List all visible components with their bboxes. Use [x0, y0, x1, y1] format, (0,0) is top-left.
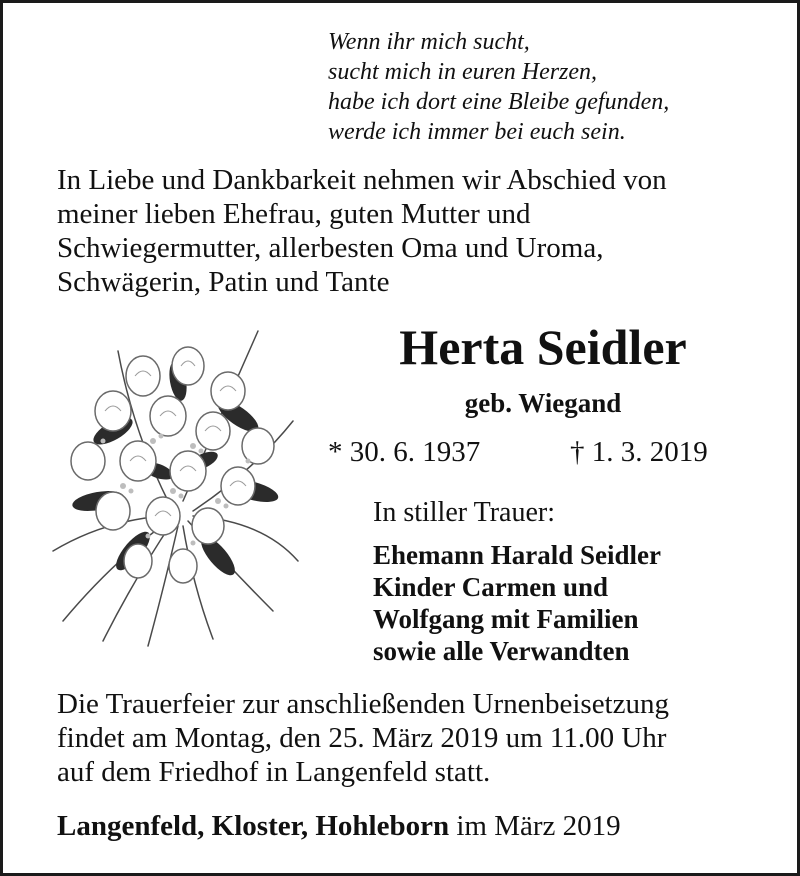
- intro-line: meiner lieben Ehefrau, guten Mutter und: [57, 198, 531, 230]
- poem-line: habe ich dort eine Bleibe gefunden,: [328, 89, 670, 115]
- poem-line: sucht mich in euren Herzen,: [328, 59, 598, 85]
- funeral-line: findet am Montag, den 25. März 2019 um 11.00 Uhr: [57, 722, 667, 754]
- mourners-list: [373, 539, 661, 667]
- intro-line: In Liebe und Dankbarkeit nehmen wir Abschied von: [57, 164, 667, 196]
- intro-line: Schwägerin, Patin und Tante: [57, 266, 390, 298]
- poem: [328, 27, 669, 147]
- funeral-line: Die Trauerfeier zur anschließenden Urnenbeisetzung: [57, 688, 669, 720]
- mourner-line: Ehemann Harald Seidler: [373, 540, 662, 570]
- mourner-line: Kinder Carmen und: [373, 572, 609, 602]
- mourner-line: sowie alle Verwandten: [373, 636, 630, 666]
- flower-bouquet-icon: [43, 321, 303, 651]
- closing-line: [57, 809, 621, 843]
- deceased-name: Herta Seidler: [399, 319, 687, 375]
- closing-places: Langenfeld, Kloster, Hohleborn: [57, 810, 450, 842]
- closing-date: im März 2019: [456, 810, 621, 842]
- intro-text: [57, 163, 777, 299]
- intro-line: Schwiegermutter, allerbesten Oma und Uroma,: [57, 232, 604, 264]
- mourning-heading: In stiller Trauer:: [373, 497, 555, 528]
- death-date: † 1. 3. 2019: [570, 436, 708, 468]
- maiden-name: geb. Wiegand: [464, 388, 622, 418]
- funeral-line: auf dem Friedhof in Langenfeld statt.: [57, 756, 491, 788]
- poem-line: Wenn ihr mich sucht,: [328, 29, 530, 55]
- funeral-info: [57, 687, 777, 789]
- poem-line: werde ich immer bei euch sein.: [328, 119, 626, 145]
- birth-date: * 30. 6. 1937: [328, 436, 481, 468]
- mourner-line: Wolfgang mit Familien: [373, 604, 639, 634]
